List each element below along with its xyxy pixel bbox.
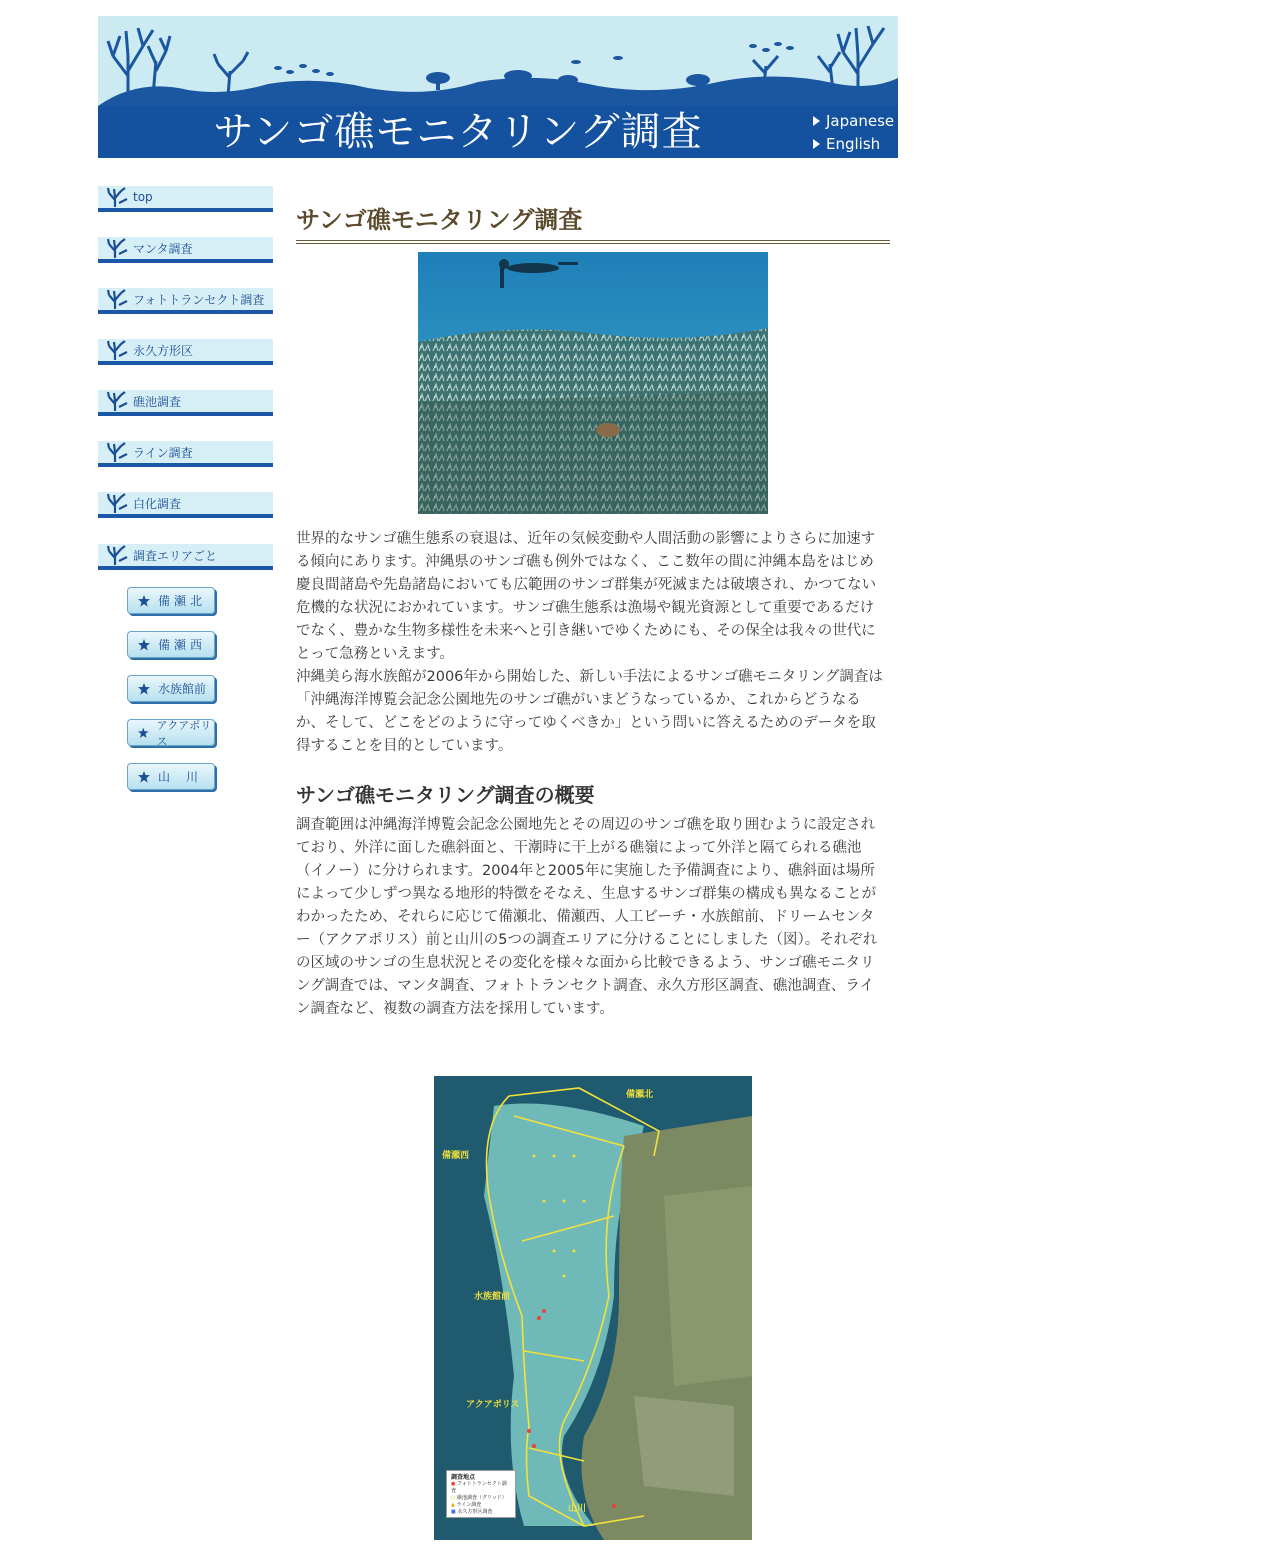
map-label-aquapolis: アクアポリス xyxy=(466,1400,520,1410)
section-heading-overview: サンゴ礁モニタリング調査の概要 xyxy=(296,783,595,807)
nav-item-top[interactable] xyxy=(98,186,273,212)
intro-paragraph-1: 世界的なサンゴ礁生態系の衰退は、近年の気候変動や人間活動の影響によりさらに加速する傾向にあります。沖縄県のサンゴ礁も例外ではなく、ここ数年の間に沖縄本島をはじめ慶良間諸島や先島諸島においても広範囲のサンゴ群集が死滅または破壊され、かつてない危機的な状況におかれています。サンゴ礁生態系は漁場や観光資源として重要であるだけでなく、豊かな生物多様性を未来へと引き継いでゆくためにも、その保全は我々の世代にとって急務といえます。 xyxy=(296,531,877,662)
nav-item-label: top xyxy=(133,190,153,204)
language-link-english[interactable] xyxy=(813,135,880,153)
star-icon xyxy=(138,727,149,739)
area-button-label: アクアポリス xyxy=(156,718,212,748)
coral-icon xyxy=(107,187,129,207)
map-legend-item: ● フォトトランセクト調査 xyxy=(451,1481,507,1494)
area-button-label: 備瀬北 xyxy=(158,594,207,608)
area-button-yamakawa[interactable] xyxy=(127,763,215,790)
language-label: English xyxy=(826,135,881,153)
coral-icon xyxy=(107,545,129,565)
star-icon xyxy=(138,683,150,695)
map-legend-title: 調査地点 xyxy=(451,1474,476,1481)
star-icon xyxy=(138,595,150,607)
coral-icon xyxy=(107,442,129,462)
nav-item-photo-transect[interactable] xyxy=(98,288,273,314)
map-label-yamakawa: 山川 xyxy=(568,1504,587,1514)
area-button-aquarium[interactable] xyxy=(127,675,215,702)
nav-item-permanent-quadrat[interactable] xyxy=(98,339,273,365)
area-button-bise-north[interactable] xyxy=(127,587,215,614)
area-button-bise-west[interactable] xyxy=(127,631,215,658)
nav-item-label: マンタ調査 xyxy=(133,241,193,256)
star-icon xyxy=(138,639,150,651)
nav-item-manta[interactable] xyxy=(98,237,273,263)
overview-paragraph: 調査範囲は沖縄海洋博覧会記念公園地先とその周辺のサンゴ礁を取り囲むように設定されており、外洋に面した礁斜面と、干潮時に干上がる礁嶺によって外洋と隔てられる礁池（イノー）に分けられます。2004年と2005年に実施した予備調査により、礁斜面は場所によって少しずつ異なる地形的特徴をそなえ、生息するサンゴ群集の構成も異なることがわかったため、それらに応じて備瀬北、備瀬西、人工ビーチ・水族館前、ドリームセンター（アクアポリス）前と山川の5つの調査エリアに分けることにしました（図）。それぞれの区域のサンゴの生息状況とその変化を様々な面から比較できるよう、サンゴ礁モニタリング調査では、マンタ調査、フォトトランセクト調査、永久方形区調査、礁池調査、ライン調査など、複数の調査方法を採用しています。 xyxy=(296,817,878,1017)
nav-item-label: 白化調査 xyxy=(133,496,182,511)
star-icon xyxy=(138,771,150,783)
area-button-label: 水族館前 xyxy=(158,682,207,696)
language-link-japanese[interactable] xyxy=(813,112,894,130)
area-button-aquapolis[interactable] xyxy=(127,719,215,746)
language-label: Japanese xyxy=(826,112,895,130)
nav-item-label: 永久方形区 xyxy=(133,343,194,358)
coral-icon xyxy=(107,391,129,411)
map-label-bise-north: 備瀬北 xyxy=(626,1090,654,1100)
nav-item-by-area[interactable] xyxy=(98,544,273,570)
nav-item-label: フォトトランセクト調査 xyxy=(133,292,265,307)
coral-icon xyxy=(107,238,129,258)
triangle-right-icon xyxy=(813,139,820,149)
header-banner xyxy=(98,16,898,158)
title-divider xyxy=(296,240,890,244)
site-title: サンゴ礁モニタリング調査 xyxy=(213,109,703,155)
map-legend-item: ▲ ライン調査 xyxy=(451,1502,482,1508)
coral-reef-photo xyxy=(418,252,768,514)
map-legend-item: ○ 礁池調査（グリッド） xyxy=(451,1495,507,1501)
map-legend xyxy=(446,1470,516,1518)
nav-item-lagoon[interactable] xyxy=(98,390,273,416)
nav-item-label: 礁池調査 xyxy=(133,394,182,409)
survey-area-map xyxy=(434,1076,752,1540)
area-button-label: 備瀬西 xyxy=(158,638,207,652)
coral-icon xyxy=(107,493,129,513)
map-legend-item: ■ 永久方形区調査 xyxy=(451,1509,493,1515)
map-label-aquarium: 水族館前 xyxy=(474,1292,511,1302)
nav-item-line[interactable] xyxy=(98,441,273,467)
map-label-bise-west: 備瀬西 xyxy=(442,1151,470,1161)
page-title: サンゴ礁モニタリング調査 xyxy=(296,206,583,234)
triangle-right-icon xyxy=(813,116,820,126)
area-button-label: 山川 xyxy=(158,770,215,784)
nav-item-bleaching[interactable] xyxy=(98,492,273,518)
nav-item-label: ライン調査 xyxy=(133,445,193,460)
nav-item-label: 調査エリアごと xyxy=(133,548,218,563)
coral-icon xyxy=(107,289,129,309)
intro-paragraph-2: 沖縄美ら海水族館が2006年から開始した、新しい手法によるサンゴ礁モニタリング調査は「沖縄海洋博覧会記念公園地先のサンゴ礁がいまどうなっているか、これからどうなるか、そして、どこをどのように守ってゆくべきか」という問いに答えるためのデータを取得することを目的としています。 xyxy=(296,669,883,754)
coral-icon xyxy=(107,340,129,360)
